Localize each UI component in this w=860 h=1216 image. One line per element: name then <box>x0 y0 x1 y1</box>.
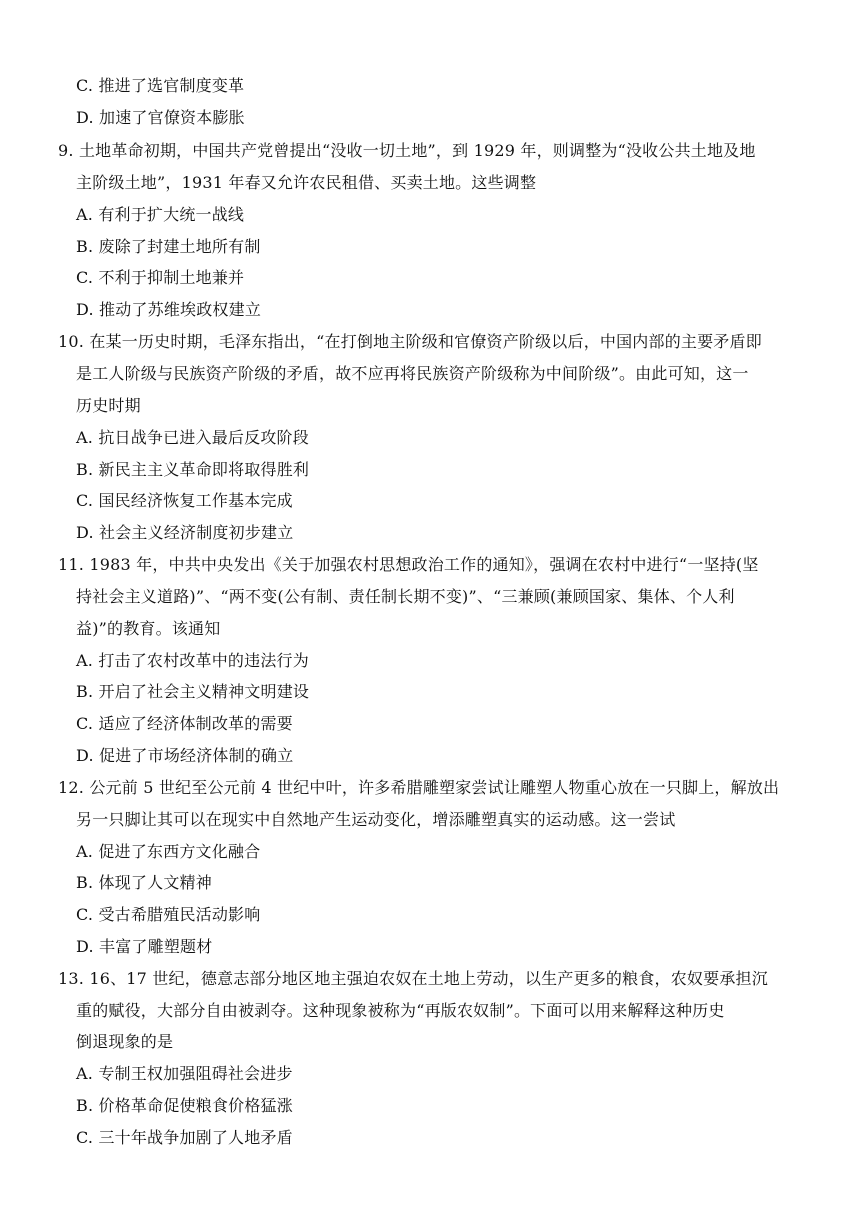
option-9a: A. 有利于扩大统一战线 <box>76 205 245 224</box>
option-12c: C. 受古希腊殖民活动影响 <box>76 905 261 924</box>
option-9d: D. 推动了苏维埃政权建立 <box>76 300 262 319</box>
option-9c: C. 不利于抑制土地兼并 <box>76 268 245 287</box>
option-13c: C. 三十年战争加剧了人地矛盾 <box>76 1128 293 1147</box>
option-12a: A. 促进了东西方文化融合 <box>76 842 261 861</box>
question-11-stem: 11. 1983 年，中共中央发出《关于加强农村思想政治工作的通知》，强调在农村中进行“一坚持(坚 <box>58 555 759 574</box>
question-13-stem: 13. 16、17 世纪，德意志部分地区地主强迫农奴在土地上劳动，以生产更多的粮食，农奴要承担沉 <box>58 969 768 988</box>
option-10b: B. 新民主主义革命即将取得胜利 <box>76 460 310 479</box>
question-11-stem-cont: 持社会主义道路)”、“两不变(公有制、责任制长期不变)”、“三兼顾(兼顾国家、集体、个人利 <box>76 587 735 606</box>
option-10a: A. 抗日战争已进入最后反攻阶段 <box>76 428 309 447</box>
question-10-stem: 10. 在某一历史时期，毛泽东指出，“在打倒地主阶级和官僚资产阶级以后，中国内部的主要矛盾即 <box>58 332 762 351</box>
question-13-stem-cont: 重的赋役，大部分自由被剥夺。这种现象被称为“再版农奴制”。下面可以用来解释这种历史 <box>76 1001 725 1020</box>
question-9-stem: 9. 土地革命初期，中国共产党曾提出“没收一切土地”，到 1929 年，则调整为“没收公共土地及地 <box>58 141 756 160</box>
question-13-stem-cont2: 倒退现象的是 <box>76 1032 174 1051</box>
option-11c: C. 适应了经济体制改革的需要 <box>76 714 293 733</box>
question-12-stem: 12. 公元前 5 世纪至公元前 4 世纪中叶，许多希腊雕塑家尝试让雕塑人物重心放在一只脚上，解放出 <box>58 778 780 797</box>
option-12b: B. 体现了人文精神 <box>76 873 212 892</box>
question-10-stem-cont: 是工人阶级与民族资产阶级的矛盾，故不应再将民族资产阶级称为中间阶级”。由此可知，这一 <box>76 364 749 383</box>
option-10d: D. 社会主义经济制度初步建立 <box>76 523 294 542</box>
option-13a: A. 专制王权加强阻碍社会进步 <box>76 1064 293 1083</box>
question-12-stem-cont: 另一只脚让其可以在现实中自然地产生运动变化，增添雕塑真实的运动感。这一尝试 <box>76 810 676 829</box>
option-12d: D. 丰富了雕塑题材 <box>76 937 213 956</box>
option-11b: B. 开启了社会主义精神文明建设 <box>76 682 310 701</box>
option-8d: D. 加速了官僚资本膨胀 <box>76 108 245 127</box>
question-9-stem-cont: 主阶级土地”，1931 年春又允许农民租借、买卖土地。这些调整 <box>76 173 537 192</box>
option-11d: D. 促进了市场经济体制的确立 <box>76 746 294 765</box>
question-10-stem-cont2: 历史时期 <box>76 396 141 415</box>
option-10c: C. 国民经济恢复工作基本完成 <box>76 491 293 510</box>
option-8c: C. 推进了选官制度变革 <box>76 76 245 95</box>
option-9b: B. 废除了封建土地所有制 <box>76 237 261 256</box>
option-11a: A. 打击了农村改革中的违法行为 <box>76 651 309 670</box>
option-13b: B. 价格革命促使粮食价格猛涨 <box>76 1096 293 1115</box>
question-11-stem-cont2: 益)”的教育。该通知 <box>76 619 221 638</box>
